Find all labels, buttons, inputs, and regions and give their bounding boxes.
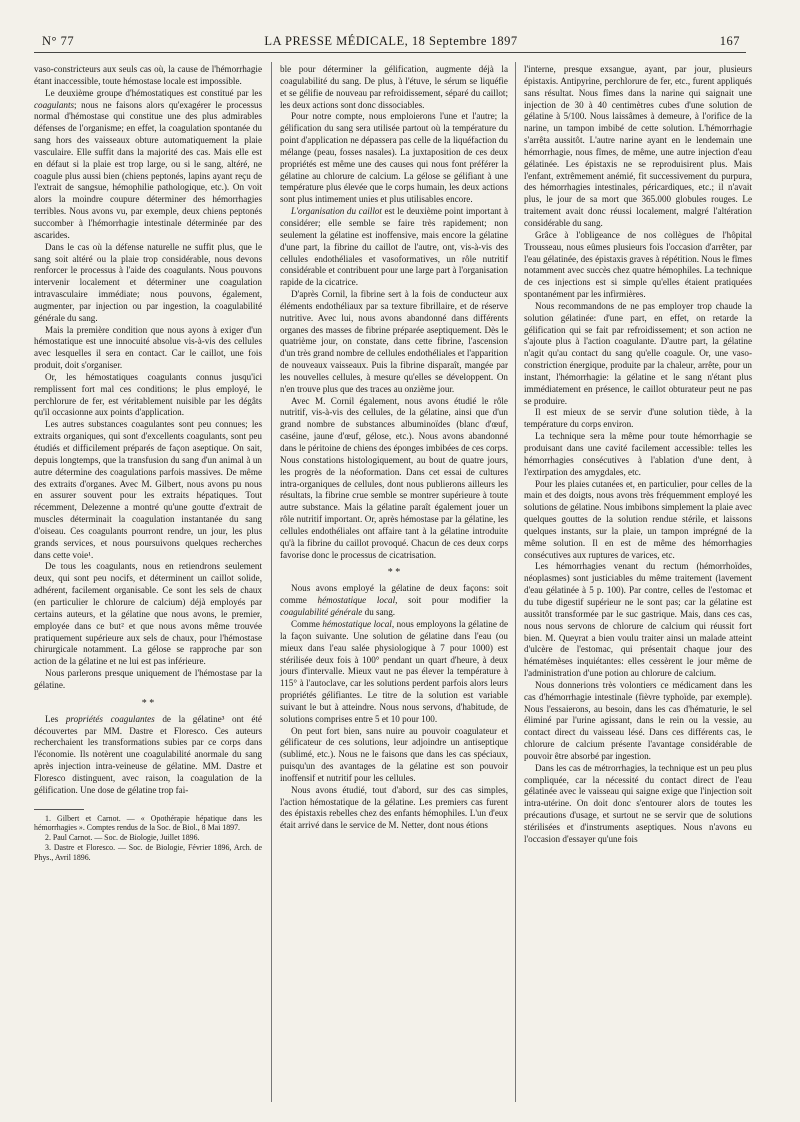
paragraph: [34, 714, 262, 797]
italic-term: L'organisation du caillot: [291, 206, 382, 217]
paragraph: ble pour déterminer la gélification, augmente déjà la coagulabilité du sang. De plus, à l'étuve, le sérum se liquéfie et se gélifie de nouveau par refroidissement, séparé du caillot; les deux actions sont donc dissociables.: [280, 64, 508, 110]
footnote: 3. Dastre et Floresco. — Soc. de Biologie, Février 1896, Arch. de Phys., Avril 1896.: [34, 843, 262, 862]
section-separator: * *: [387, 567, 401, 579]
italic-term: coagulabilité générale: [280, 607, 363, 618]
text-run: ; nous ne faisons alors qu'exagérer le processus normal d'hémostase qui constitue une des plus admirables défenses de l'organisme; en effet, la coagulation spontanée du sang hors des vaisseaux obture automatiquement la plaie vasculaire. Elle suffit dans la majorité des cas. Mais elle est en défaut si la plaie est trop large, ou si le sang, altéré, ne coagule plus aussi bien (chiens peptonés, lapins ayant reçu de l'extrait de sangsue, hémophilie pathologique, etc.). On voit alors la moindre coupure déterminer des hémorrhagies terribles. Nous avons vu, par exemple, deux chiens peptonés succomber à l'hémorrhagie intestinale déterminée par des ascarides.: [34, 99, 262, 240]
paragraph: [280, 206, 508, 289]
section-separator: * *: [141, 697, 155, 709]
text-run: du sang.: [362, 607, 396, 618]
paragraph: [280, 583, 508, 619]
paragraph: Il est mieux de se servir d'une solution tiède, à la température du corps environ.: [524, 407, 752, 430]
paragraph: Dans les cas de métrorrhagies, la technique est un peu plus compliquée, car la nécessité du contact direct de l'eau gélatinée avec le vaisseau qui saigne exige que l'injection soit intra-utérine. On doit donc s'entourer alors de toutes les précautions d'usage, et surtout ne se servir que de solutions stérilisées et d'instruments aseptiques. Nous n'avons eu l'occasion d'essayer qu'une fois: [524, 762, 752, 844]
paragraph: Nous donnerions très volontiers ce médicament dans les cas d'hémorrhagie intestinale (fièvre typhoïde, par exemple). Nous l'essaierons, au besoin, dans les cas d'hématurie, le sel éliminé par l'urine agissant, dans le rein ou la vessie, au contact direct du vaisseau lésé. Dans ces différents cas, le chlorure de calcium présente l'avantage considérable de pouvoir être absorbé par ingestion.: [524, 679, 752, 761]
footnote: 1. Gilbert et Carnot. — « Opothérapie hépatique dans les hémorrhagies ». Comptes rendus de la Soc. de Biol., 8 Mai 1897.: [34, 813, 262, 833]
paragraph: Dans le cas où la défense naturelle ne suffit plus, que le sang soit altéré ou la plaie trop considérable, nous devons renforcer le processus à l'aide des coagulants. Nous pouvons intervenir localement et déterminer une coagulation intravasculaire immédiate; nous pouvons, également, augmenter, par injection ou par ingestion, la coagulabilité générale du sang.: [34, 241, 262, 323]
paragraph: D'après Cornil, la fibrine sert à la fois de conducteur aux éléments endothéliaux par sa texture fibrillaire, et de réserve nutritive. Avec lui, nous avons abandonné dans différents organes des masses de fibrine préparée aseptiquement. Dès le quatrième jour, on constate, dans cette fibrine, l'ascension d'un très grand nombre de cellules endothéliales et l'apparition de nouveaux vaisseaux. Puis la fibrine disparaît, mangée par les nouvelles cellules, à mesure qu'elles se développent. On n'en trouve plus que des traces au onzième jour.: [280, 289, 508, 394]
paragraph: Nous avons étudié, tout d'abord, sur des cas simples, l'action hémostatique de la gélatine. Les premiers cas furent des épistaxis rebelles chez des enfants hémophiles. L'un d'eux était arrivé dans le service de M. Netter, dont nous étions: [280, 784, 508, 831]
italic-term: hémostatique local: [317, 595, 396, 606]
footnote-rule: [34, 809, 84, 810]
footnote: 2. Paul Carnot. — Soc. de Biologie, Juillet 1896.: [45, 833, 200, 843]
italic-term: propriétés coagulantes: [65, 713, 155, 724]
text-run: Nous avons employé la gélatine de deux façons: soit comme: [280, 583, 508, 606]
paragraph: Les hémorrhagies venant du rectum (hémorrhoïdes, néoplasmes) sont justiciables du même traitement (lavement d'eau gélatinée à 5 p. 100). Par contre, celles de l'estomac et du tube digestif supérieur ne le sont pas; car la gélatine est aussitôt transformée par le suc gastrique. Mais, dans ces cas, nous nous servons de chlorure de calcium qui réussit fort bien. M. Queyrat a bien voulu traiter ainsi un malade atteint d'ulcère de l'estomac, qui présentait chaque jour des hématémèses inquiétantes: elles cessèrent le jour même de l'administration d'une potion au chlorure de calcium.: [524, 561, 752, 679]
column-2: [280, 64, 508, 832]
italic-term: hémostatique local: [322, 618, 392, 629]
column-divider: [515, 62, 516, 1102]
paragraph: [280, 619, 508, 726]
text-run: de la gélatine³ ont été découvertes par MM. Dastre et Floresco. Ces auteurs recherchaient les transformations subies par ce corps dans l'économie. Ils notèrent une coagulabilité anormale du sang après injection intra-veineuse de gélatine. MM. Dastre et Floresco distinguent, avec raison, la coagulation de la gélification. Une dose de gélatine trop fai-: [34, 713, 262, 795]
paragraph: Pour les plaies cutanées et, en particulier, pour celles de la main et des doigts, nous avons très fréquemment employé les solutions de gélatine. Nous imbibons simplement la plaie avec quelques gouttes de la solution rendue stérile, et laissons quelques instants, sur la plaie, un tampon imprégné de la même solution. Il en est de même des hémorrhagies consécutives aux ruptures de varices, etc.: [524, 478, 752, 560]
text-run: Les: [45, 713, 66, 724]
paragraph: vaso-constricteurs aux seuls cas où, la cause de l'hémorrhagie étant inaccessible, toute hémostase locale est impossible.: [34, 64, 262, 86]
paragraph: Mais la première condition que nous ayons à exiger d'un hémostatique est une innocuité absolue vis-à-vis des cellules avec lesquelles il sera en contact. Car le caillot, une fois produit, doit s'organiser.: [34, 324, 262, 371]
column-1: [34, 64, 262, 863]
italic-term: coagulants: [34, 99, 75, 110]
paragraph: Grâce à l'obligeance de nos collègues de l'hôpital Trousseau, nous eûmes plusieurs fois l'occasion d'arrêter, par l'eau gélatinée, des épistaxis graves à répétition. Nous le fîmes notamment avec succès chez quatre hémophiles. La technique de ces injections est si simple qu'elles étaient pratiquées spontanément par les infirmières.: [524, 229, 752, 300]
journal-title: LA PRESSE MÉDICALE, 18 Septembre 1897: [264, 34, 518, 48]
paragraph: De tous les coagulants, nous en retiendrons seulement deux, qui sont peu nocifs, et déterminent un caillot solide, adhérent, facilement organisable. Ce sont les sels de chaux (en particulier le chlorure de calcium) déjà employés par certains auteurs, et la gélatine que nous avons, le premier, employée dans ce but² et que nous avons même trouvée pratiquement supérieure aux sels de chaux, pour l'hémostase chirurgicale notamment. La gélose se rapproche par son action de la gélatine et ne lui est pas inférieure.: [34, 561, 262, 667]
text-run: est le deuxième point important à considérer; elle semble se faire très rapidement; non seulement la gélatine est inoffensive, mais encore la gélatine d'une part, la fibrine du caillot de l'autre, ont, vis-à-vis des cellules endothéliales et vasoformatives, un rôle nutritif considérable et contribuent pour une large part à l'organisation rapide de la cicatrice.: [280, 206, 508, 288]
paragraph: Les autres substances coagulantes sont peu connues; les extraits organiques, qui sont d'excellents coagulants, sont peu étudiés et difficilement préparés de façon aseptique. On sait, depuis longtemps, que la transfusion du sang d'un animal à un autre détermine des coagulations parfois massives. De même des extraits d'organes. Avec M. Gilbert, nous avons pu nous en assurer souvent pour les extraits hépatiques. Tout récemment, Delezenne a montré qu'une goutte d'extrait de muscles déterminait la coagulation instantanée du sang d'oiseau. Ces coagulants pourront rendre, un jour, les plus grands services, et nous poursuivons quelques recherches dans cette voie¹.: [34, 419, 262, 560]
text-run: Comme: [291, 618, 323, 629]
text-run: Le deuxième groupe d'hémostatiques est constitué par les: [45, 87, 262, 98]
issue-number: N° 77: [42, 34, 75, 48]
text-run: , nous employons la gélatine de la façon suivante. Une solution de gélatine dans l'eau (ou mieux dans l'eau salée physiologique à 7 pour 1000) est stérilisée deux fois à 100° pendant un quart d'heure, à deux jours d'intervalle. Mieux vaut ne pas élever la température à 115° à l'autoclave, car les solutions perdent parfois alors leurs propriétés gélifiantes. Le titre de la solution est variable suivant le but à atteindre. Nous nous servons, d'habitude, de solutions comprises entre 5 et 10 pour 100.: [280, 618, 508, 724]
paragraph: Or, les hémostatiques coagulants connus jusqu'ici remplissent fort mal ces conditions; le plus employé, le perchlorure de fer, est véritablement nuisible par les dégâts qu'il occasionne aux points d'application.: [34, 371, 262, 418]
footnotes: [34, 814, 262, 863]
header-rule: [34, 52, 746, 53]
paragraph: Avec M. Cornil également, nous avons étudié le rôle nutritif, vis-à-vis des cellules, de la gélatine, ainsi que d'un grand nombre de substances albuminoïdes (blanc d'œuf, caséine, jaune d'œuf, gélose, etc.). Nous avons abandonné dans le péritoine de chiens des éponges imbibées de ces corps. Nous constations histologiquement, au bout de quatre jours, les progrès de la néoformation. Dans cet essai de cultures intra-organiques de cellules, dont nous publierons ailleurs les résultats, la fibrine crue semble se montrer supérieure à toute autre substance. Mais la gélatine paraît également jouer un rôle nutritif important. Or, après hémostase par la gélatine, les cellules endothéliales ont affaire tant à la gélatine introduite qu'à la fibrine du caillot provoqué. Chacun de ces deux corps favorise donc le processus de cicatrisation.: [280, 395, 508, 560]
running-header: [42, 34, 740, 50]
text-run: , soit pour modifier la: [395, 595, 508, 606]
paragraph: Pour notre compte, nous emploierons l'une et l'autre; la gélification du sang sera utilisée partout où la température du point d'application ne dépassera pas celle de la liquéfaction du mélange (peau, fosses nasales). La juxtaposition de ces deux propriétés est même une des causes qui nous font préférer la gélatine au chlorure de calcium. La gélose se gélifiant à une température plus élevée que le corps humain, les deux actions sont plus intimement unies et plus utilisables encore.: [280, 111, 508, 205]
paragraph: On peut fort bien, sans nuire au pouvoir coagulateur et gélificateur de ces solutions, leur adjoindre un antiseptique (sublimé, etc.). Nous ne le faisons que dans les cas spéciaux, puisqu'un des avantages de la gélatine est son pouvoir inoffensif et nutritif pour les cellules.: [280, 725, 508, 783]
paragraph: Nous parlerons presque uniquement de l'hémostase par la gélatine.: [34, 668, 262, 690]
paragraph: Nous recommandons de ne pas employer trop chaude la solution gélatinée: d'une part, en effet, on retarde la gélification qui se fait par refroidissement; et son action ne s'ajoute plus à l'action coagulante. D'autre part, la gélatine n'agit qu'au contact du sang qu'elle coagule. Or, une vaso-constriction énergique, produite par la chaleur, arrête, pour un instant, l'hémorrhagie: la gélatine et le sang n'étant plus immédiatement en présence, le caillot obturateur peut ne pas se produire.: [524, 300, 752, 406]
column-3: [524, 64, 752, 846]
paragraph: [34, 88, 262, 242]
paragraph: l'interne, presque exsangue, ayant, par jour, plusieurs épistaxis. Antipyrine, perchlorure de fer, etc., furent appliqués sans résultat. Nous fîmes dans la narine qui saignait une injection de 30 à 40 centimètres cubes d'une solution de gélatine à 5/100. Nous laissâmes à demeure, à l'orifice de la narine, un tampon imbibé de cette solution. L'hémorrhagie s'arrêta aussitôt. L'autre narine ayant en le lendemain une hémorrhagie, nous fîmes, de même, une autre injection d'eau gélatinée. Les épistaxis ne se reproduisirent plus. Mais l'enfant, extrêmement anémié, fit successivement du purpura, des hémorrhagies intestinales, péricardiques, etc.; il n'avait plus, le jour de sa mort que 365.000 globules rouges. Le traitement avait donc réussi localement, malgré l'altération considérable du sang.: [524, 64, 752, 228]
column-divider: [271, 62, 272, 1102]
paragraph: La technique sera la même pour toute hémorrhagie se produisant dans une cavité facilement accessible: telles les hémorrhagies consécutives à l'ablation d'une dent, à l'extirpation des amygdales, etc.: [524, 431, 752, 477]
page-number: 167: [719, 34, 740, 48]
